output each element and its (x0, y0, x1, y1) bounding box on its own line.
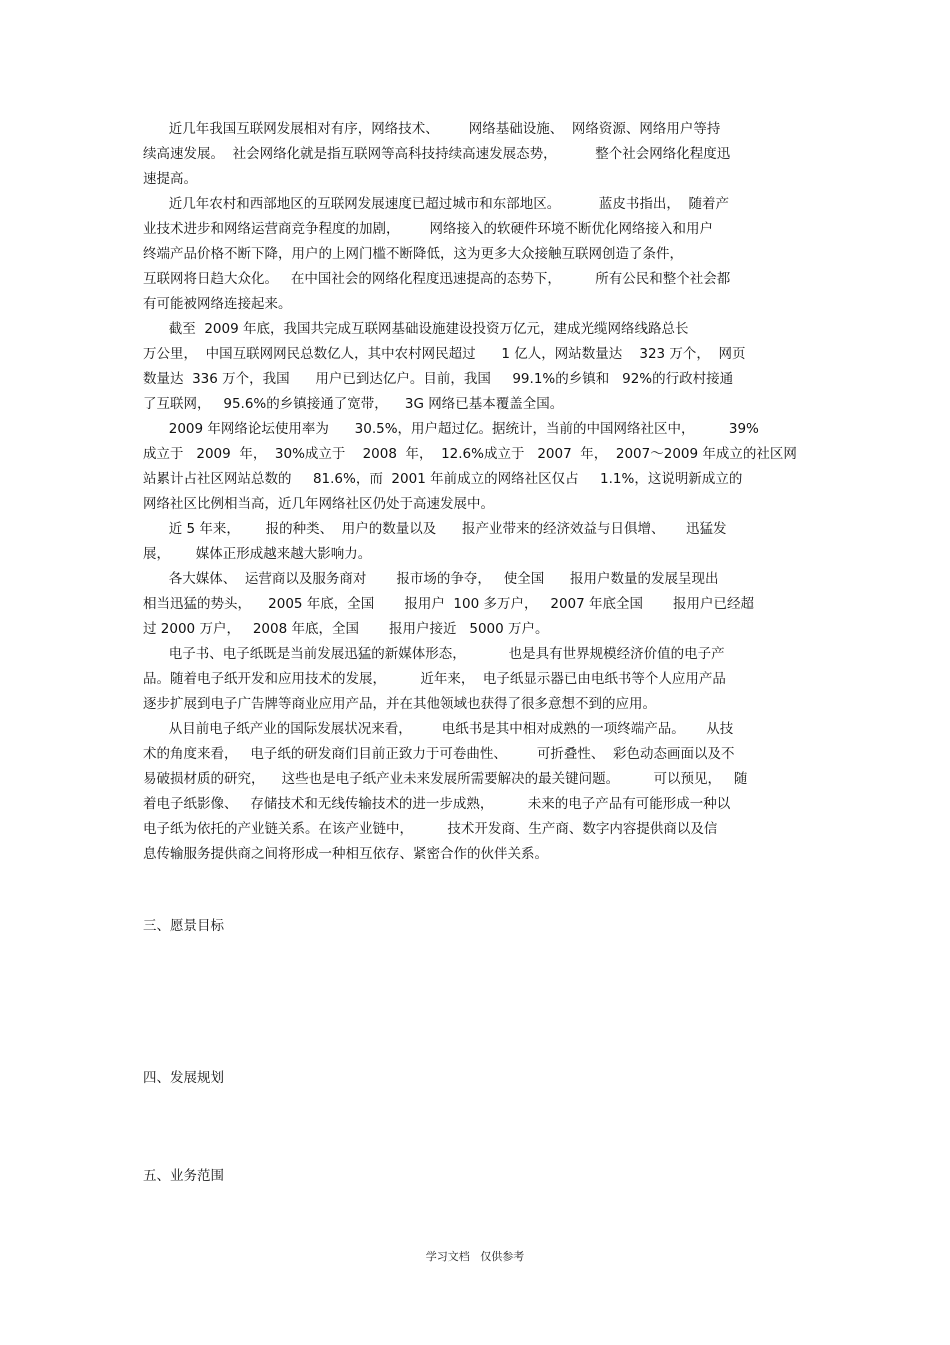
paragraph-8-line-5: 电子纸为依托的产业链关系。在该产业链中， 技术开发商、生产商、数字内容提供商以及信 (143, 821, 718, 837)
paragraph-7-line-3: 逐步扩展到电子广告牌等商业应用产品，并在其他领域也获得了很多意想不到的应用。 (143, 696, 656, 712)
paragraph-4-line-2: 成立于 2009 年， 30%成立于 2008 年， 12.6%成立于 2007 年， 2007～2009 年成立的社区网 (143, 446, 797, 462)
paragraph-6-line-1: 各大媒体、 运营商以及服务商对 报市场的争夺， 使全国 报用户数量的发展呈现出 (143, 571, 719, 587)
paragraph-1-line-3: 速提高。 (143, 171, 197, 187)
paragraph-4-line-1: 2009 年网络论坛使用率为 30.5%，用户超过亿。据统计，当前的中国网络社区中， 39% (143, 421, 759, 437)
heading-scope: 五、业务范围 (143, 1168, 224, 1184)
paragraph-2-line-3: 终端产品价格不断下降，用户的上网门槛不断降低，这为更多大众接触互联网创造了条件， (143, 246, 683, 262)
paragraph-8-line-1: 从目前电子纸产业的国际发展状况来看， 电纸书是其中相对成熟的一项终端产品。 从技 (143, 721, 734, 737)
paragraph-2-line-2: 业技术进步和网络运营商竞争程度的加剧， 网络接入的软硬件环境不断优化网络接入和用户 (143, 221, 714, 237)
paragraph-3-line-4: 了互联网， 95.6%的乡镇接通了宽带， 3G 网络已基本覆盖全国。 (143, 396, 564, 412)
page-footer: 学习文档 仅供参考 (425, 1250, 525, 1263)
paragraph-8-line-2: 术的角度来看， 电子纸的研发商们目前正致力于可卷曲性、 可折叠性、 彩色动态画面以及不 (143, 746, 735, 762)
paragraph-1-line-2: 续高速发展。 社会网络化就是指互联网等高科技持续高速发展态势， 整个社会网络化程度迅 (143, 146, 731, 162)
paragraph-7-line-2: 品。随着电子纸开发和应用技术的发展， 近年来， 电子纸显示器已由电纸书等个人应用产品 (143, 671, 726, 687)
paragraph-8-line-6: 息传输服务提供商之间将形成一种相互依存、紧密合作的伙伴关系。 (143, 846, 548, 862)
paragraph-3-line-2: 万公里， 中国互联网网民总数亿人，其中农村网民超过 1 亿人，网站数量达 323 万个， 网页 (143, 346, 746, 362)
paragraph-3-line-1: 截至 2009 年底，我国共完成互联网基础设施建设投资万亿元，建成光缆网络线路总长 (143, 321, 689, 337)
paragraph-5-line-1: 近 5 年来， 报的种类、 用户的数量以及 报产业带来的经济效益与日俱增、 迅猛发 (143, 521, 727, 537)
paragraph-4-line-3: 站累计占社区网站总数的 81.6%，而 2001 年前成立的网络社区仅占 1.1%，这说明新成立的 (143, 471, 743, 487)
paragraph-6-line-2: 相当迅猛的势头， 2005 年底，全国 报用户 100 多万户， 2007 年底全国 报用户已经超 (143, 596, 755, 612)
paragraph-2-line-5: 有可能被网络连接起来。 (143, 296, 292, 312)
heading-plan: 四、发展规划 (143, 1070, 224, 1086)
paragraph-7-line-1: 电子书、电子纸既是当前发展迅猛的新媒体形态， 也是具有世界规模经济价值的电子产 (143, 646, 725, 662)
paragraph-5-line-2: 展， 媒体正形成越来越大影响力。 (143, 546, 372, 562)
paragraph-3-line-3: 数量达 336 万个，我国 用户已到达亿户。目前，我国 99.1%的乡镇和 92%的行政村接通 (143, 371, 734, 387)
heading-vision: 三、愿景目标 (143, 918, 224, 934)
paragraph-2-line-4: 互联网将日趋大众化。 在中国社会的网络化程度迅速提高的态势下， 所有公民和整个社会都 (143, 271, 731, 287)
paragraph-2-line-1: 近几年农村和西部地区的互联网发展速度已超过城市和东部地区。 蓝皮书指出， 随着产 (143, 196, 729, 212)
paragraph-1-line-1: 近几年我国互联网发展相对有序，网络技术、 网络基础设施、 网络资源、网络用户等持 (143, 121, 721, 137)
paragraph-4-line-4: 网络社区比例相当高，近几年网络社区仍处于高速发展中。 (143, 496, 494, 512)
paragraph-8-line-4: 着电子纸影像、 存储技术和无线传输技术的进一步成熟， 未来的电子产品有可能形成一种以 (143, 796, 731, 812)
paragraph-8-line-3: 易破损材质的研究， 这些也是电子纸产业未来发展所需要解决的最关键问题。 可以预见， 随 (143, 771, 748, 787)
body-text (143, 117, 823, 867)
paragraph-6-line-3: 过 2000 万户， 2008 年底，全国 报用户接近 5000 万户。 (143, 621, 549, 637)
